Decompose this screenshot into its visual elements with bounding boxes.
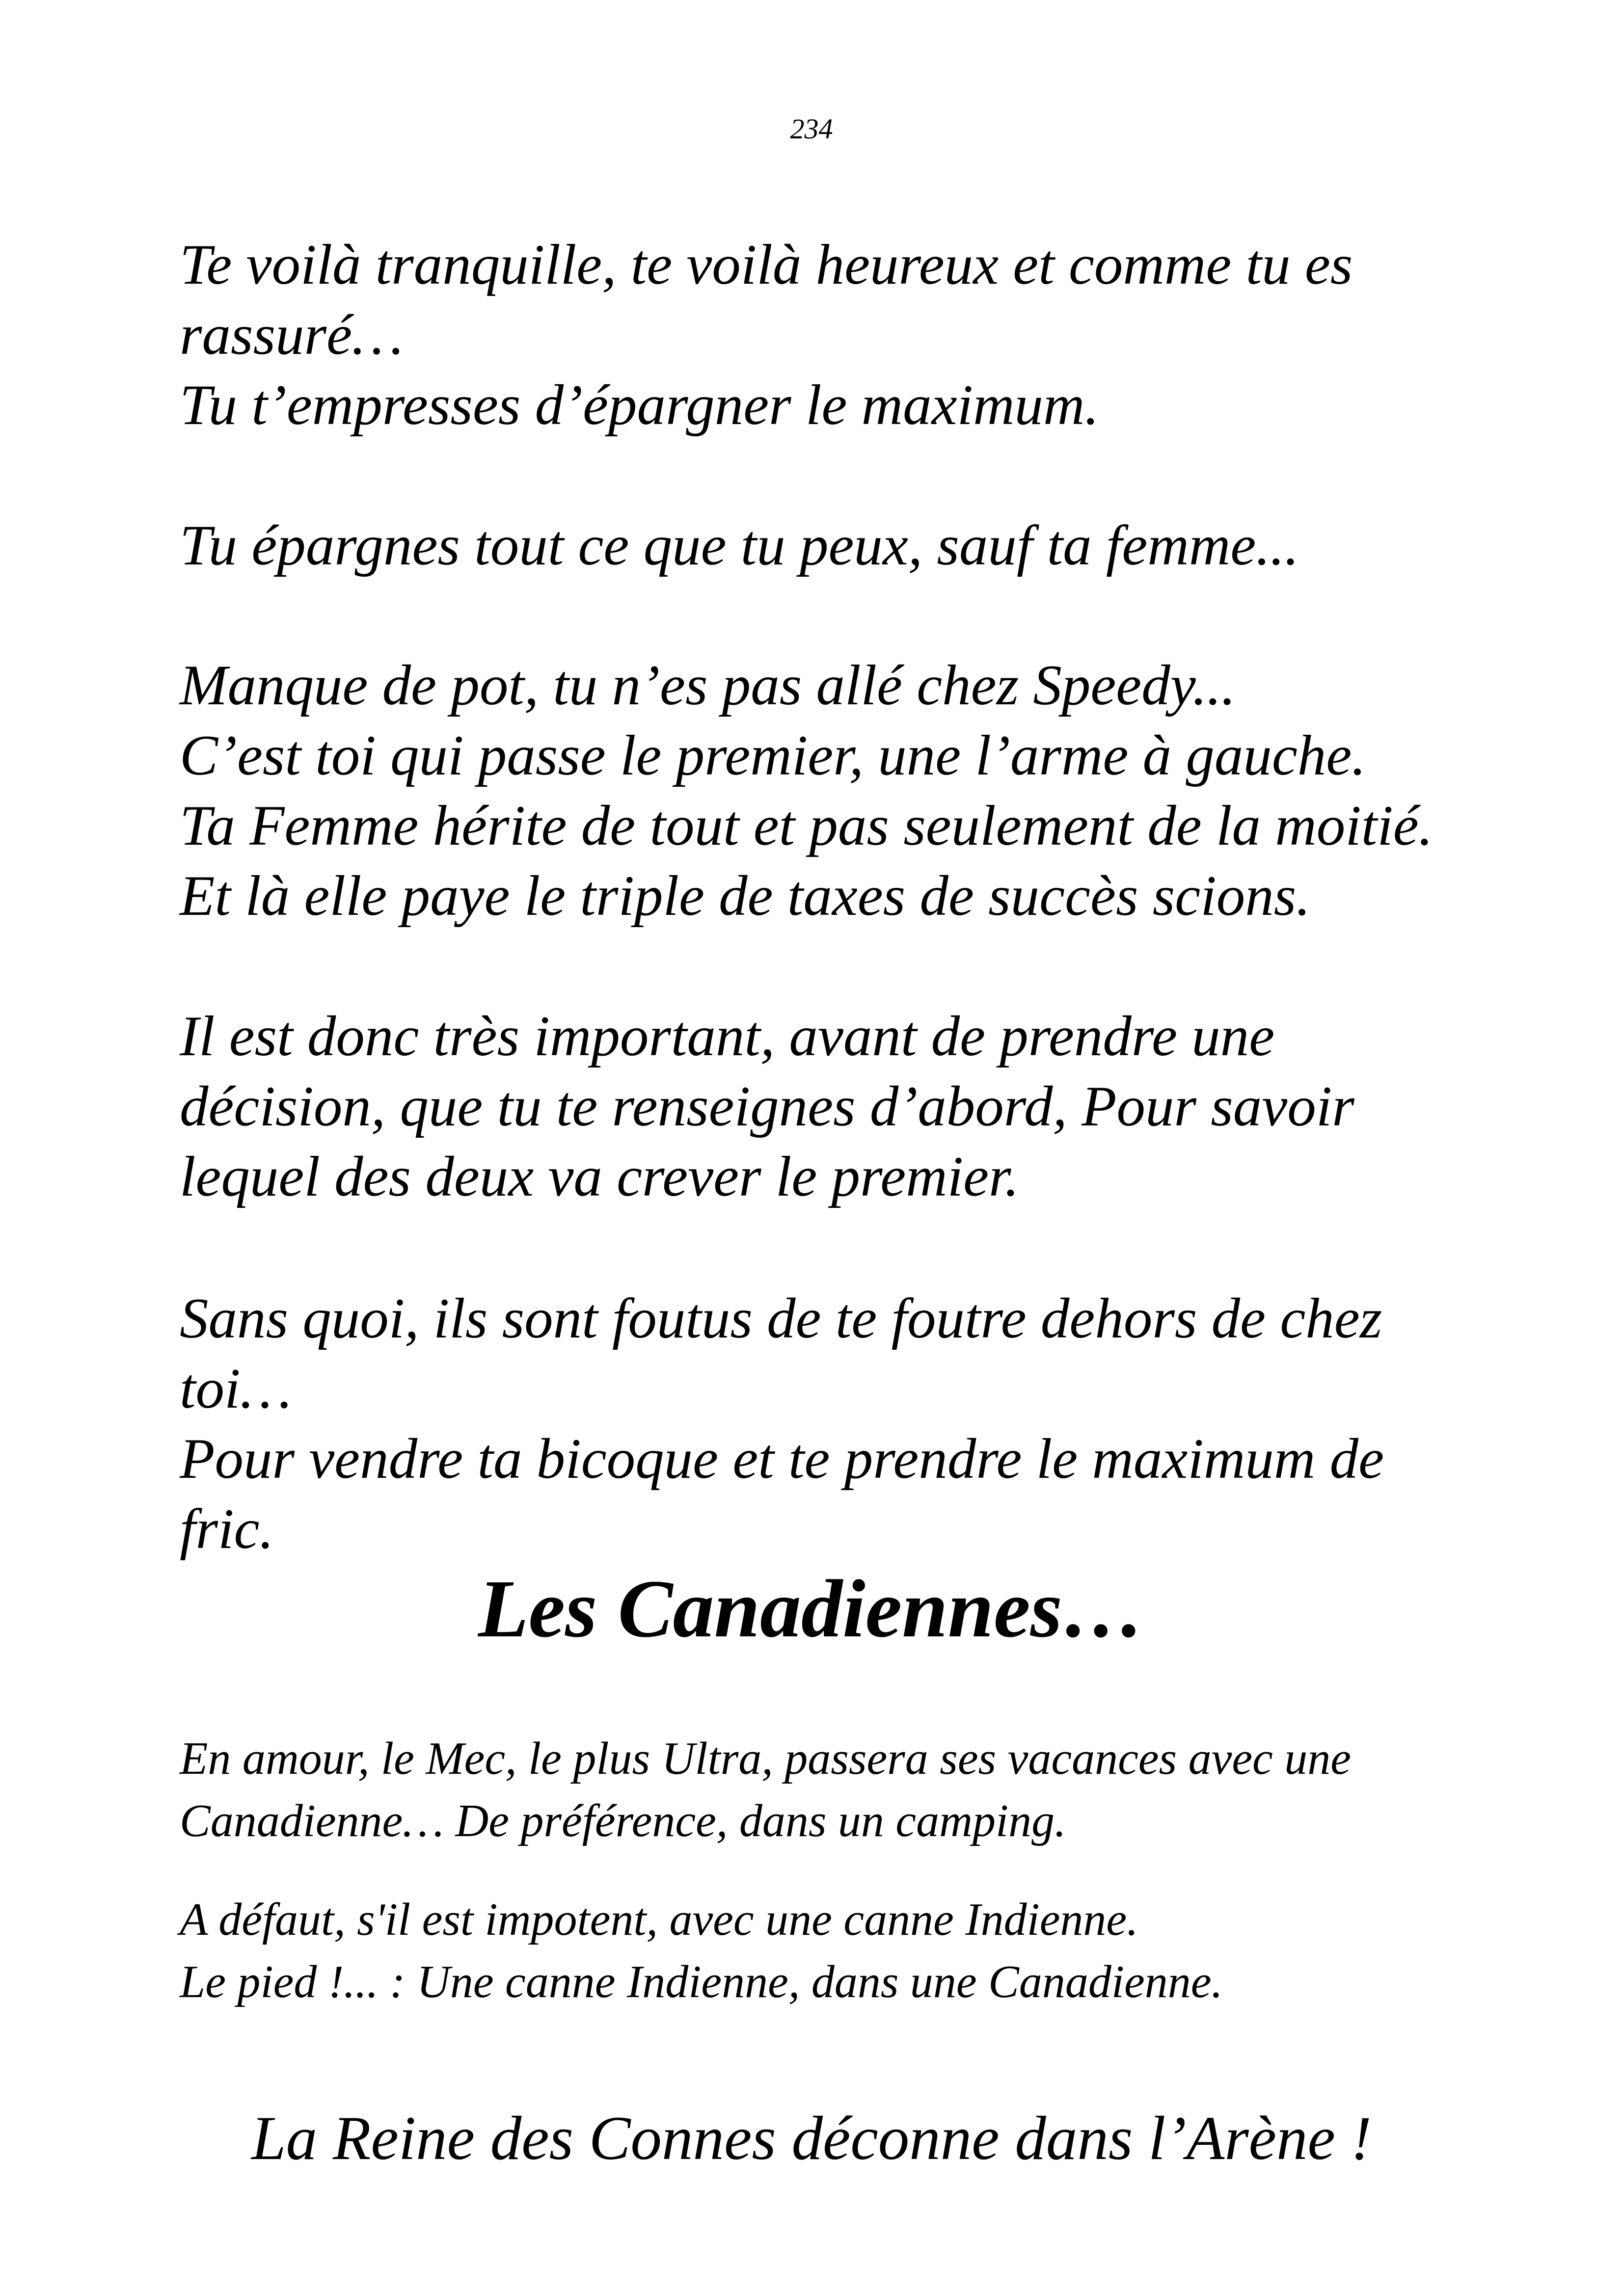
paragraph-2 — [180, 510, 1554, 581]
text-line: rassuré… — [180, 303, 404, 367]
text-line: Il est donc très important, avant de prendre une — [180, 1005, 1275, 1068]
text-line: Pour vendre ta bicoque et te prendre le maximum de — [180, 1427, 1384, 1491]
text-line: En amour, le Mec, le plus Ultra, passera ses vacances avec une — [180, 1733, 1351, 1784]
text-line: toi… — [180, 1357, 292, 1420]
text-line: lequel des deux va crever le premier. — [180, 1145, 1019, 1208]
text-line: Et là elle paye le triple de taxes de succès scions. — [180, 864, 1311, 928]
closing-line: La Reine des Connes déconne dans l’Arène ! — [251, 2104, 1372, 2173]
text-line: Ta Femme hérite de tout et pas seulement de la moitié. — [180, 794, 1433, 857]
text-line: Tu épargnes tout ce que tu peux, sauf ta femme... — [180, 514, 1299, 577]
text-line: Te voilà tranquille, te voilà heureux et comme tu es — [180, 233, 1353, 296]
text-line: fric. — [180, 1497, 274, 1561]
section-paragraph-2 — [180, 1889, 1554, 2013]
text-line: A défaut, s'il est impotent, avec une canne Indienne. — [180, 1894, 1138, 1945]
text-line: Tu t’empresses d’épargner le maximum. — [180, 374, 1099, 437]
section-title: Les Canadiennes… — [478, 1563, 1145, 1655]
paragraph-3 — [180, 650, 1554, 931]
paragraph-4 — [180, 1001, 1554, 1212]
text-line: Le pied !... : Une canne Indienne, dans une Canadienne. — [180, 1956, 1223, 2007]
text-line: Manque de pot, tu n’es pas allé chez Speedy... — [180, 654, 1236, 717]
text-line: Sans quoi, ils sont foutus de te foutre dehors de chez — [180, 1287, 1382, 1350]
paragraph-5 — [180, 1283, 1554, 1564]
section-paragraph-1 — [180, 1728, 1554, 1852]
paragraph-1 — [180, 230, 1554, 440]
text-line: C’est toi qui passe le premier, une l’arme à gauche. — [180, 724, 1366, 787]
text-line: Canadienne… De préférence, dans un camping. — [180, 1795, 1066, 1846]
text-line: décision, que tu te renseignes d’abord, Pour savoir — [180, 1075, 1354, 1138]
page-number: 234 — [790, 113, 833, 145]
